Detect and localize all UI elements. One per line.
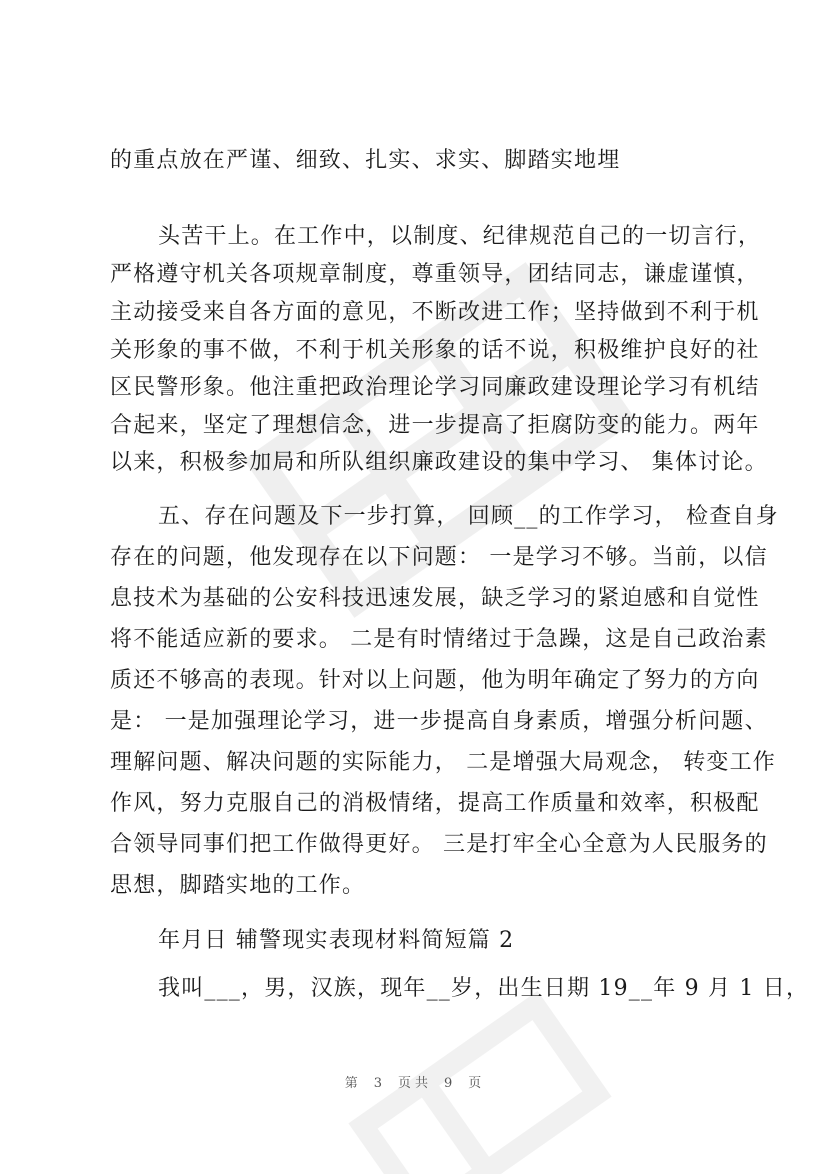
body-line-9: 五、存在问题及下一步打算， 回顾__的工作学习， 检查自身 xyxy=(158,504,779,529)
body-line-1: 的重点放在严谨、细致、扎实、求实、脚踏实地埋 xyxy=(110,148,621,173)
footer-label-of: 页共 xyxy=(397,1076,432,1091)
body-line-6: 区民警形象。他注重把政治理论学习同廉政建设理论学习有机结 xyxy=(110,375,760,400)
body-line-13: 质还不够高的表现。针对以上问题，他为明年确定了努力的方向 xyxy=(110,668,760,693)
body-line-18: 思想，脚踏实地的工作。 xyxy=(110,873,366,898)
body-line-11: 息技术为基础的公安科技迅速发展，缺乏学习的紧迫感和自觉性 xyxy=(110,586,760,611)
page-footer xyxy=(0,1072,830,1091)
body-line-15: 理解问题、解决问题的实际能力， 二是增强大局观念， 转变工作 xyxy=(110,750,776,775)
body-line-2: 头苦干上。在工作中，以制度、纪律规范自己的一切言行， xyxy=(158,224,762,249)
body-line-14: 是： 一是加强理论学习，进一步提高自身素质，增强分析问题、 xyxy=(110,709,768,734)
body-line-10: 存在的问题，他发现存在以下问题： 一是学习不够。当前，以信 xyxy=(110,545,768,570)
body-line-17: 合领导同事们把工作做得更好。 三是打牢全心全意为人民服务的 xyxy=(110,832,768,857)
body-line-16: 作风，努力克服自己的消极情绪，提高工作质量和效率，积极配 xyxy=(110,791,760,816)
footer-current-page: 3 xyxy=(373,1076,386,1091)
body-line-12: 将不能适应新的要求。 二是有时情绪过于急躁，这是自己政治素 xyxy=(110,627,768,652)
footer-label-end: 页 xyxy=(468,1076,486,1091)
footer-label-page: 第 xyxy=(344,1076,362,1091)
body-line-3: 严格遵守机关各项规章制度，尊重领导，团结同志，谦虚谨慎， xyxy=(110,262,760,287)
footer-total-pages: 9 xyxy=(444,1076,457,1091)
section-heading: 年月日 辅警现实表现材料简短篇 2 xyxy=(158,928,515,953)
body-line-7: 合起来，坚定了理想信念，进一步提高了拒腐防变的能力。两年 xyxy=(110,413,760,438)
body-line-5: 关形象的事不做，不利于机关形象的话不说，积极维护良好的社 xyxy=(110,338,760,363)
body-line-20: 我叫___，男，汉族，现年__岁，出生日期 19__年 9 月 1 日， xyxy=(158,976,810,1001)
body-line-4: 主动接受来自各方面的意见，不断改进工作；坚持做到不利于机 xyxy=(110,300,760,325)
body-line-8: 以来，积极参加局和所队组织廉政建设的集中学习、 集体讨论。 xyxy=(110,450,768,475)
